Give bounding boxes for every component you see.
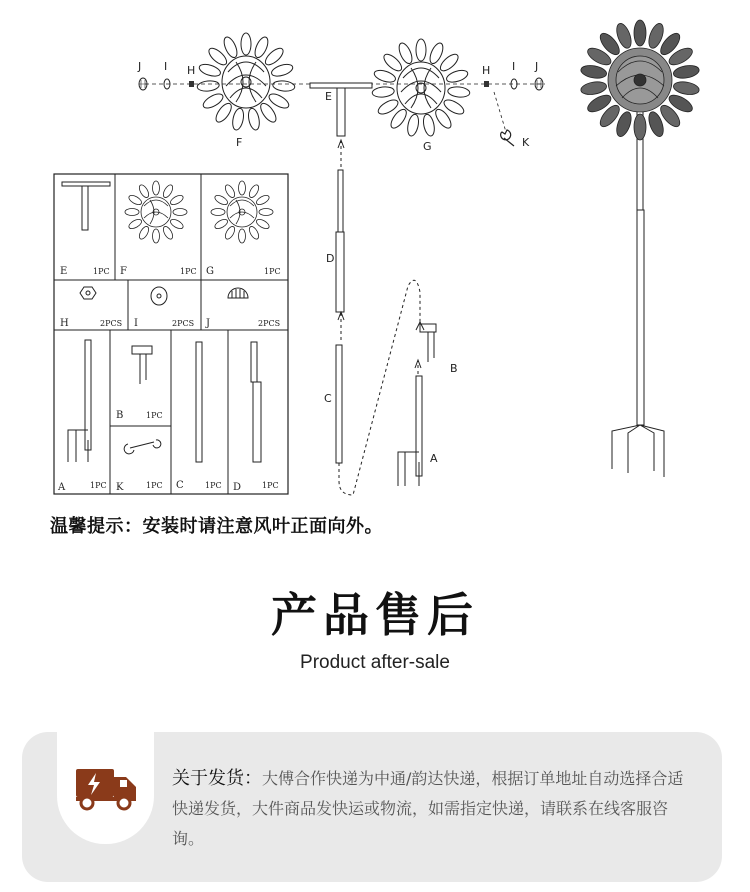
svg-text:1PC: 1PC	[93, 267, 110, 276]
svg-text:E: E	[60, 266, 68, 277]
svg-text:H: H	[60, 318, 69, 329]
svg-text:D: D	[326, 252, 335, 265]
installation-tip: 温馨提示：安装时请注意风叶正面向外。	[50, 516, 383, 537]
svg-text:J: J	[206, 318, 211, 329]
svg-text:H: H	[187, 64, 196, 77]
svg-text:1PC: 1PC	[146, 411, 163, 420]
part-g-flower	[372, 39, 471, 137]
part-e-tbar	[310, 83, 372, 136]
svg-text:2PCS: 2PCS	[100, 319, 123, 328]
svg-text:G: G	[423, 140, 432, 153]
svg-text:J: J	[138, 60, 142, 73]
svg-text:A: A	[430, 452, 438, 465]
svg-text:2PCS: 2PCS	[172, 319, 195, 328]
svg-text:I: I	[512, 60, 516, 73]
svg-text:E: E	[325, 90, 332, 103]
svg-text:J: J	[535, 60, 539, 73]
part-g-thumb	[211, 181, 273, 243]
svg-text:F: F	[236, 136, 243, 149]
svg-text:F: F	[120, 266, 127, 277]
svg-text:1PC: 1PC	[205, 481, 222, 490]
svg-text:1PC: 1PC	[264, 267, 281, 276]
part-f-thumb	[125, 181, 187, 243]
svg-text:D: D	[233, 482, 242, 493]
svg-text:G: G	[206, 266, 214, 277]
part-j-left	[139, 78, 147, 90]
part-f-flower	[197, 33, 296, 131]
pole-assembly	[336, 140, 436, 495]
part-j-right	[535, 78, 543, 90]
svg-text:K: K	[116, 482, 124, 493]
truck-icon	[74, 765, 138, 811]
shipping-label: 关于发货：	[172, 768, 262, 789]
svg-text:1PC: 1PC	[262, 481, 279, 490]
svg-text:K: K	[522, 136, 530, 149]
section-subtitle: Product after-sale	[300, 652, 450, 673]
top-assembly	[137, 33, 545, 153]
svg-text:H: H	[482, 64, 491, 77]
part-h-right	[484, 81, 489, 87]
svg-text:B: B	[116, 410, 124, 421]
svg-text:I: I	[134, 318, 138, 329]
svg-text:1PC: 1PC	[180, 267, 197, 276]
svg-text:1PC: 1PC	[90, 481, 107, 490]
part-h-left	[189, 81, 194, 87]
svg-text:1PC: 1PC	[146, 481, 163, 490]
shipping-info	[172, 764, 692, 854]
assembled-flower	[580, 20, 700, 140]
section-title: 产品售后	[271, 588, 479, 642]
svg-text:B: B	[450, 362, 458, 375]
assembled-product	[612, 110, 664, 477]
svg-text:2PCS: 2PCS	[258, 319, 281, 328]
svg-text:C: C	[324, 392, 332, 405]
part-k-wrench	[501, 130, 514, 146]
svg-text:I: I	[164, 60, 168, 73]
svg-text:A: A	[58, 482, 66, 493]
svg-text:C: C	[176, 480, 184, 491]
shipping-text: 大傅合作快递为中通/韵达快递，根据订单地址自动选择合适快递发货，大件商品发快运或物流，如需指定快递，请联系在线客服咨询。	[172, 769, 684, 848]
